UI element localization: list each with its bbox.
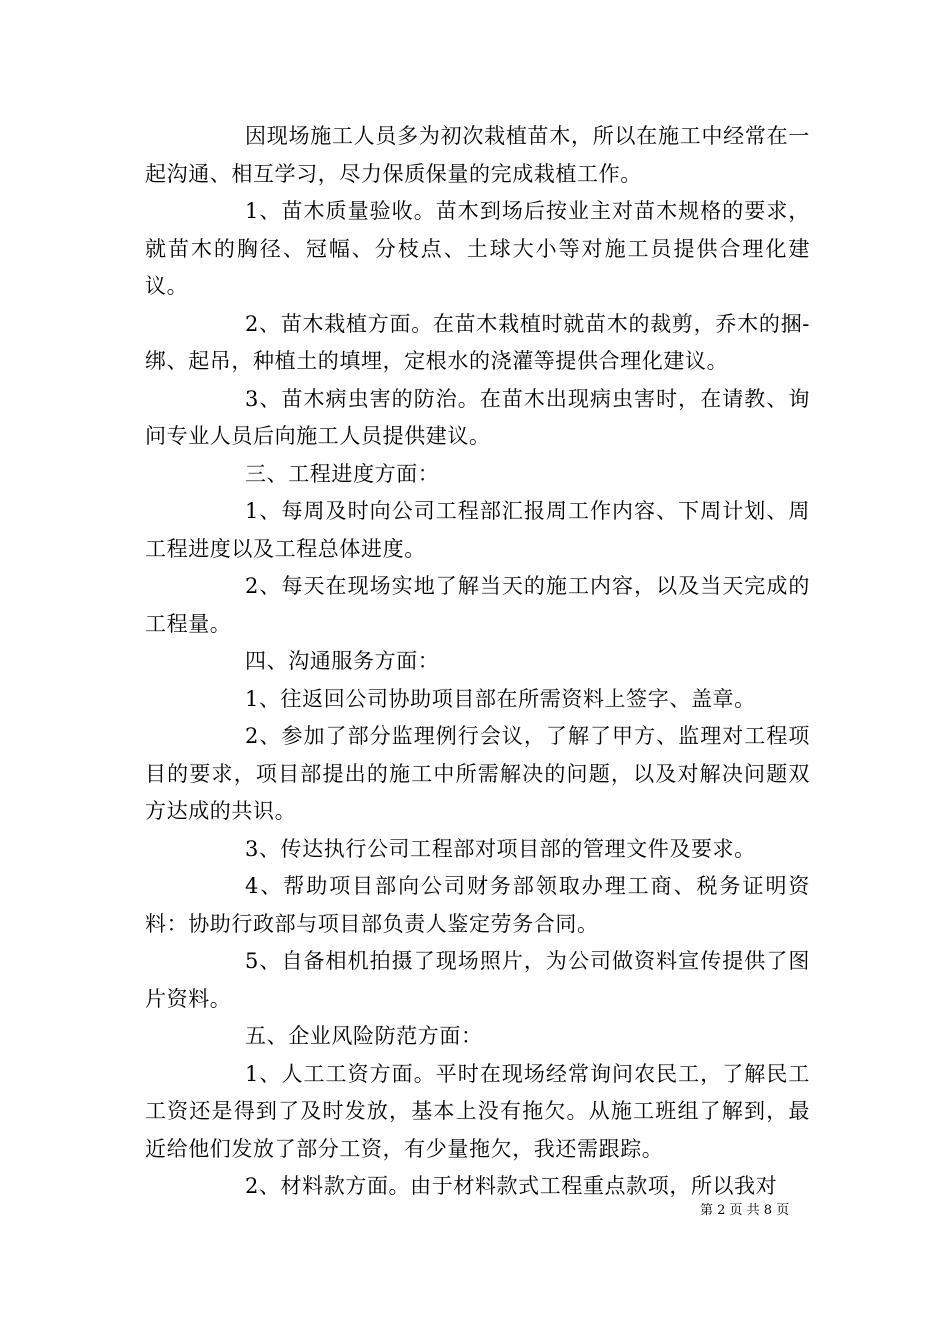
paragraph: 2、参加了部分监理例行会议，了解了甲方、监理对工程项目的要求，项目部提出的施工中所需解决的问题，以及对解决问题双方达成的共识。 (145, 724, 810, 823)
page-footer: 第 2 页 共 8 页 (700, 1203, 790, 1218)
paragraph: 1、往返回公司协助项目部在所需资料上签字、盖章。 (245, 686, 756, 711)
section-heading: 三、工程进度方面： (245, 461, 440, 486)
paragraph: 5、自备相机拍摄了现场照片，为公司做资料宣传提供了图片资料。 (145, 949, 810, 1011)
paragraph: 1、苗木质量验收。苗木到场后按业主对苗木规格的要求，就苗木的胸径、冠幅、分枝点、土球大小等对施工员提供合理化建议。 (145, 199, 810, 298)
section-heading: 四、沟通服务方面： (245, 649, 440, 673)
paragraph: 2、苗木栽植方面。在苗木栽植时就苗木的裁剪，乔木的捆-绑、起吊，种植土的填埋，定根水的浇灌等提供合理化建议。 (145, 311, 810, 373)
paragraph: 2、每天在现场实地了解当天的施工内容，以及当天完成的工程量。 (145, 574, 810, 636)
paragraph: 1、人工工资方面。平时在现场经常询问农民工，了解民工工资还是得到了及时发放，基本上没有拖欠。从施工班组了解到，最近给他们发放了部分工资，有少量拖欠，我还需跟踪。 (145, 1061, 810, 1161)
document-body (145, 118, 810, 1206)
paragraph: 3、苗木病虫害的防治。在苗木出现病虫害时，在请教、询问专业人员后向施工人员提供建议。 (145, 386, 810, 448)
section-heading: 五、企业风险防范方面： (245, 1024, 483, 1048)
paragraph: 因现场施工人员多为初次栽植苗木，所以在施工中经常在一起沟通、相互学习，尽力保质保量的完成栽植工作。 (145, 124, 810, 186)
paragraph: 1、每周及时向公司工程部汇报周工作内容、下周计划、周工程进度以及工程总体进度。 (145, 499, 810, 561)
paragraph: 2、材料款方面。由于材料款式工程重点款项，所以我对 (245, 1174, 778, 1198)
paragraph: 4、帮助项目部向公司财务部领取办理工商、税务证明资料：协助行政部与项目部负责人鉴定劳务合同。 (145, 874, 810, 936)
paragraph: 3、传达执行公司工程部对项目部的管理文件及要求。 (245, 836, 756, 861)
